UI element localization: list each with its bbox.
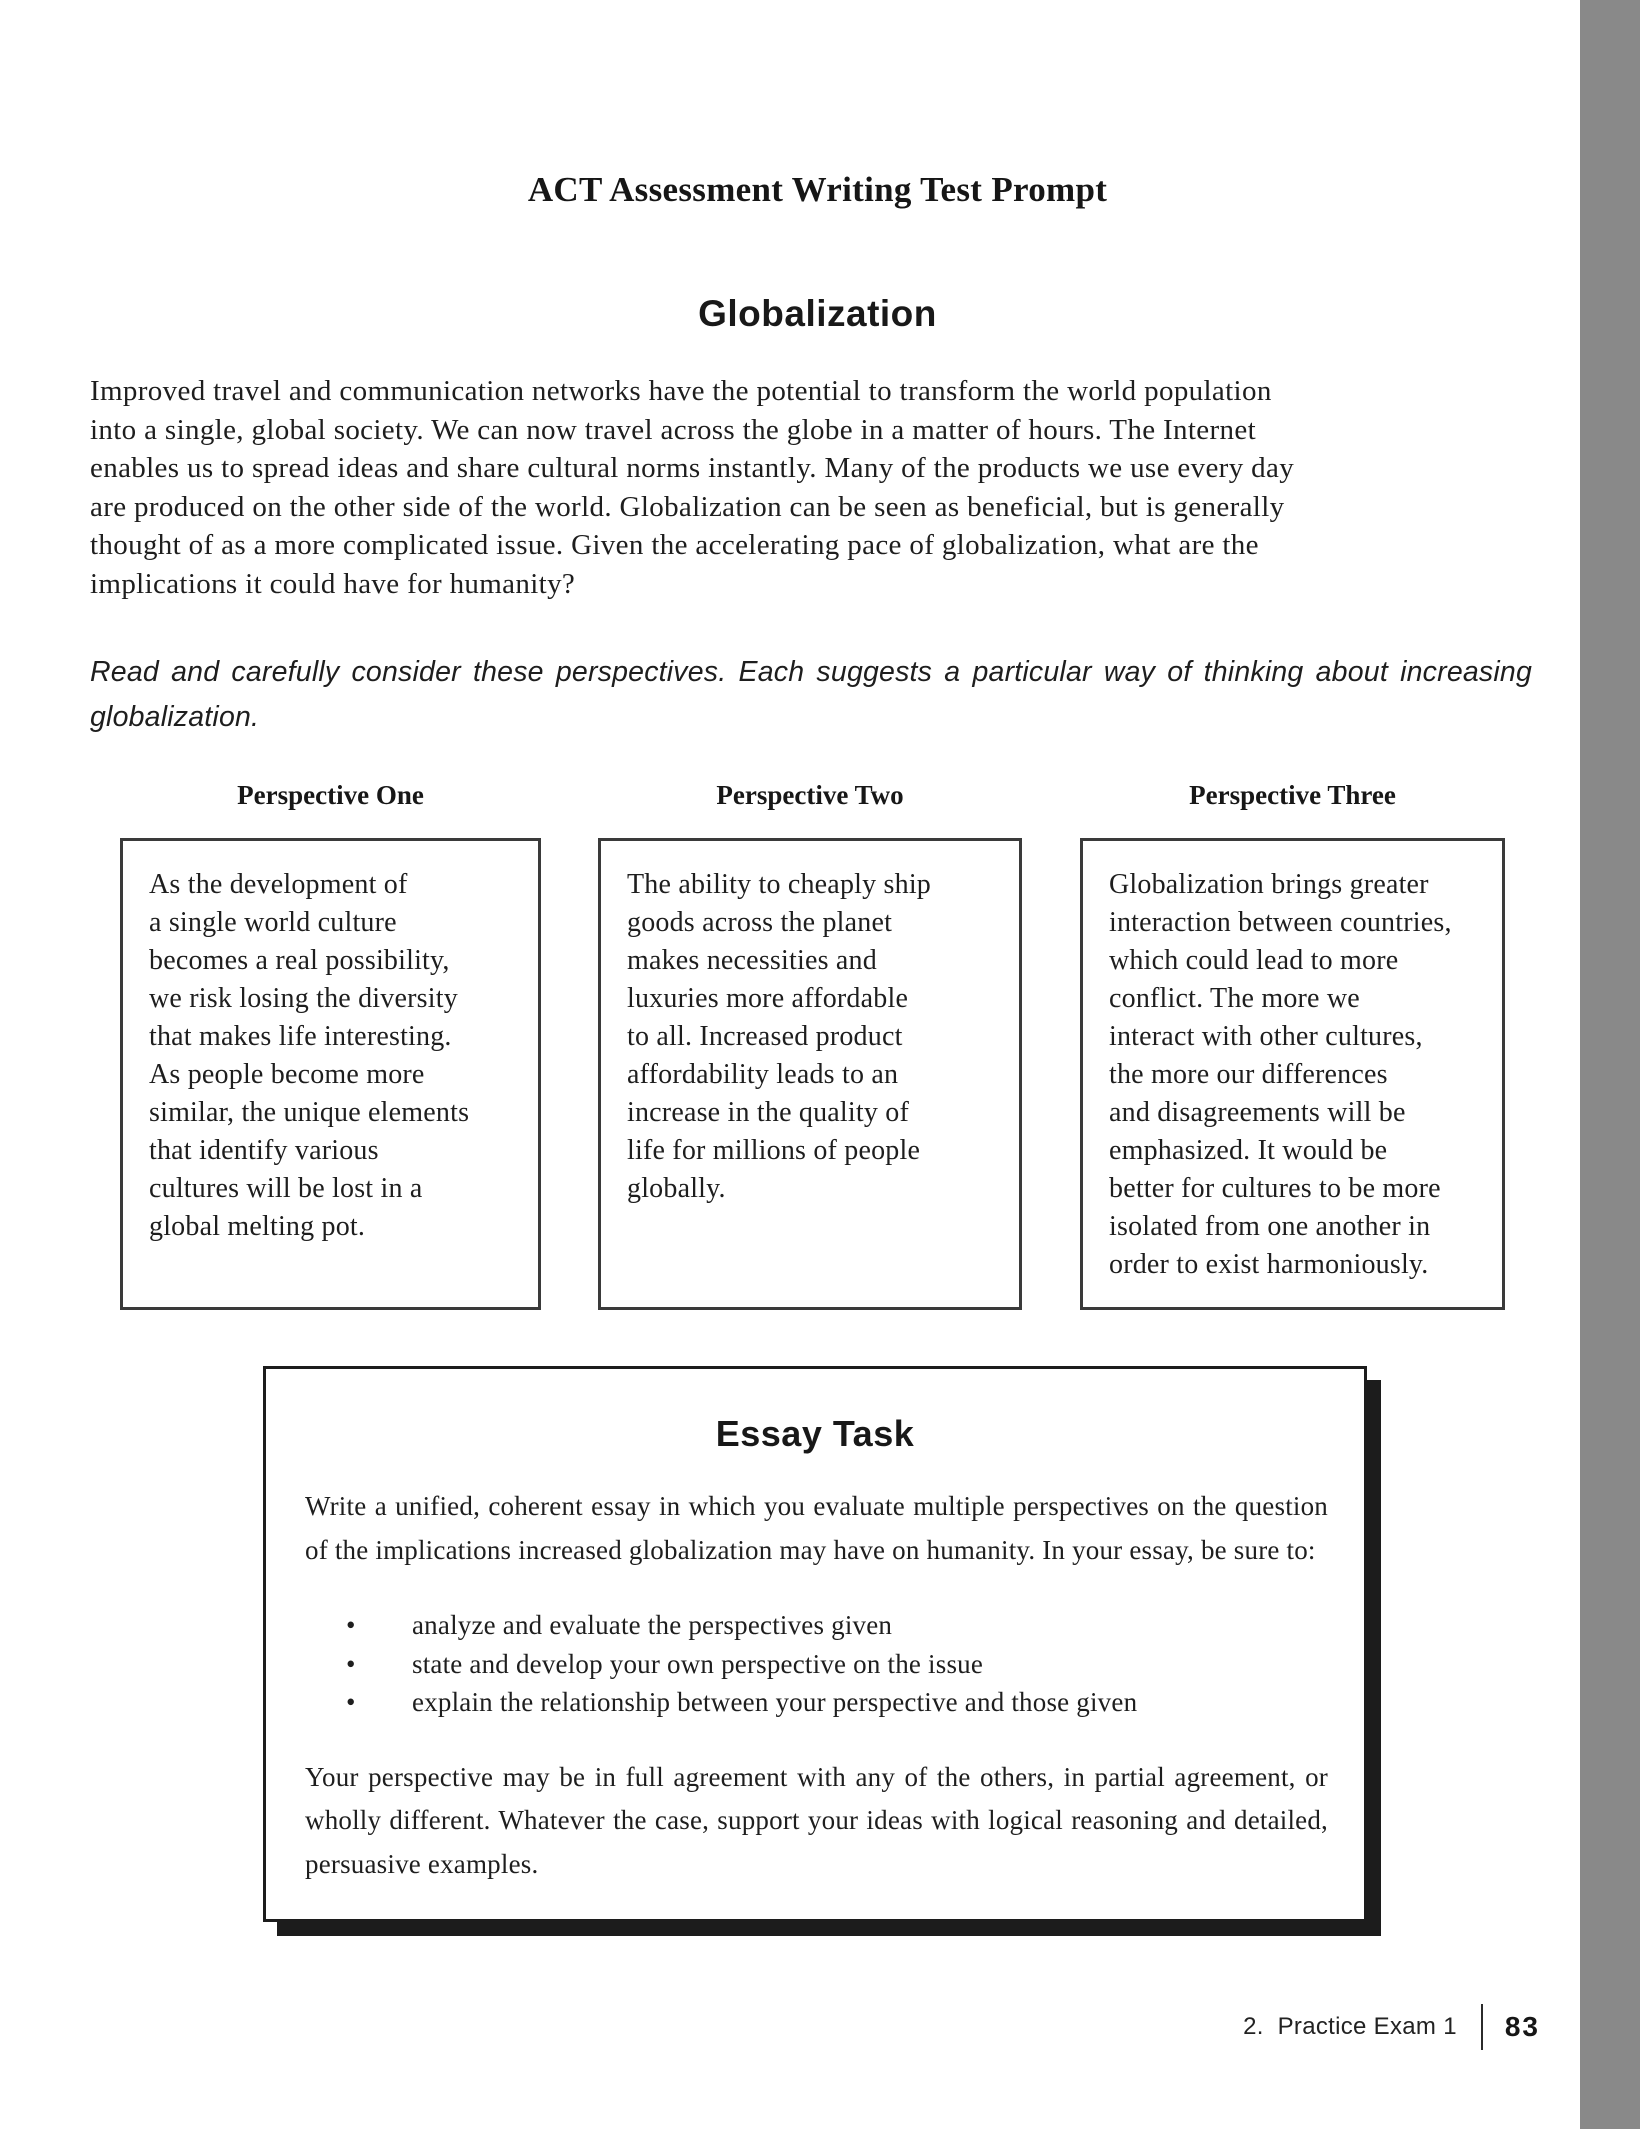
bullet-item	[266, 1645, 1364, 1684]
essay-task-bullet-list	[266, 1606, 1364, 1722]
bullet-icon: •	[346, 1687, 356, 1717]
perspective-one-column	[120, 780, 541, 1310]
essay-task-intro: Write a unified, coherent essay in which you evaluate multiple perspectives on the question of the implications increased globalization may have on humanity. In your essay, be sure to:	[305, 1491, 1328, 1565]
essay-task-box	[263, 1366, 1367, 1922]
footer	[1243, 2002, 1540, 2052]
bullet-text: state and develop your own perspective on the issue	[412, 1648, 984, 1679]
bullet-item	[266, 1683, 1364, 1722]
bullet-text: explain the relationship between your perspective and those given	[412, 1687, 1138, 1717]
perspective-two-heading: Perspective Two	[716, 780, 904, 810]
perspective-one-box: As the development of a single world culture becomes a real possibility, we risk losing the diversity that makes life interesting. As people become more similar, the unique elements that identify various cultures will be lost in a global melting pot.	[120, 838, 541, 1310]
bullet-icon: •	[346, 1610, 356, 1640]
footer-divider	[1481, 2004, 1483, 2050]
essay-task-title: Essay Task	[715, 1413, 915, 1454]
page-number: 83	[1504, 2011, 1540, 2042]
perspective-two-box: The ability to cheaply ship goods across the planet makes necessities and luxuries more affordable to all. Increased product affordability leads to an increase in the quality of life for millions of people globally.	[598, 838, 1022, 1310]
essay-task-closing: Your perspective may be in full agreement with any of the others, in partial agreement, or wholly different. Whatever the case, support your ideas with logical reasoning and detailed, persuasive examples.	[305, 1761, 1328, 1879]
page-title: ACT Assessment Writing Test Prompt	[527, 170, 1108, 209]
sidebar-accent-bar	[1580, 0, 1640, 2129]
footer-section-label: 2. Practice Exam 1	[1243, 2013, 1457, 2040]
perspective-one-heading: Perspective One	[237, 780, 424, 810]
perspective-three-heading: Perspective Three	[1189, 780, 1396, 810]
perspective-two-column	[598, 780, 1022, 1310]
intro-paragraph: Improved travel and communication networks have the potential to transform the world population into a single, global society. We can now travel across the globe in a matter of hours. The Internet enables us to spread ideas and share cultural norms instantly. Many of the products we use every day are produced on the other side of the world. Globalization can be seen as beneficial, but is generally thought of as a more complicated issue. Given the accelerating pace of globalization, what are the implications it could have for humanity?	[90, 375, 1295, 600]
topic-heading: Globalization	[698, 293, 937, 334]
instruction-paragraph: Read and carefully consider these perspectives. Each suggests a particular way of thinking about increasing globalization.	[90, 656, 1532, 733]
bullet-text: analyze and evaluate the perspectives given	[412, 1610, 893, 1640]
perspective-three-column	[1080, 780, 1505, 1310]
perspective-three-box: Globalization brings greater interaction between countries, which could lead to more conflict. The more we interact with other cultures, the more our differences and disagreements will be emphasized. It would be better for cultures to be more isolated from one another in order to exist harmoniously.	[1080, 838, 1505, 1310]
bullet-icon: •	[346, 1648, 356, 1679]
bullet-item	[266, 1606, 1364, 1645]
